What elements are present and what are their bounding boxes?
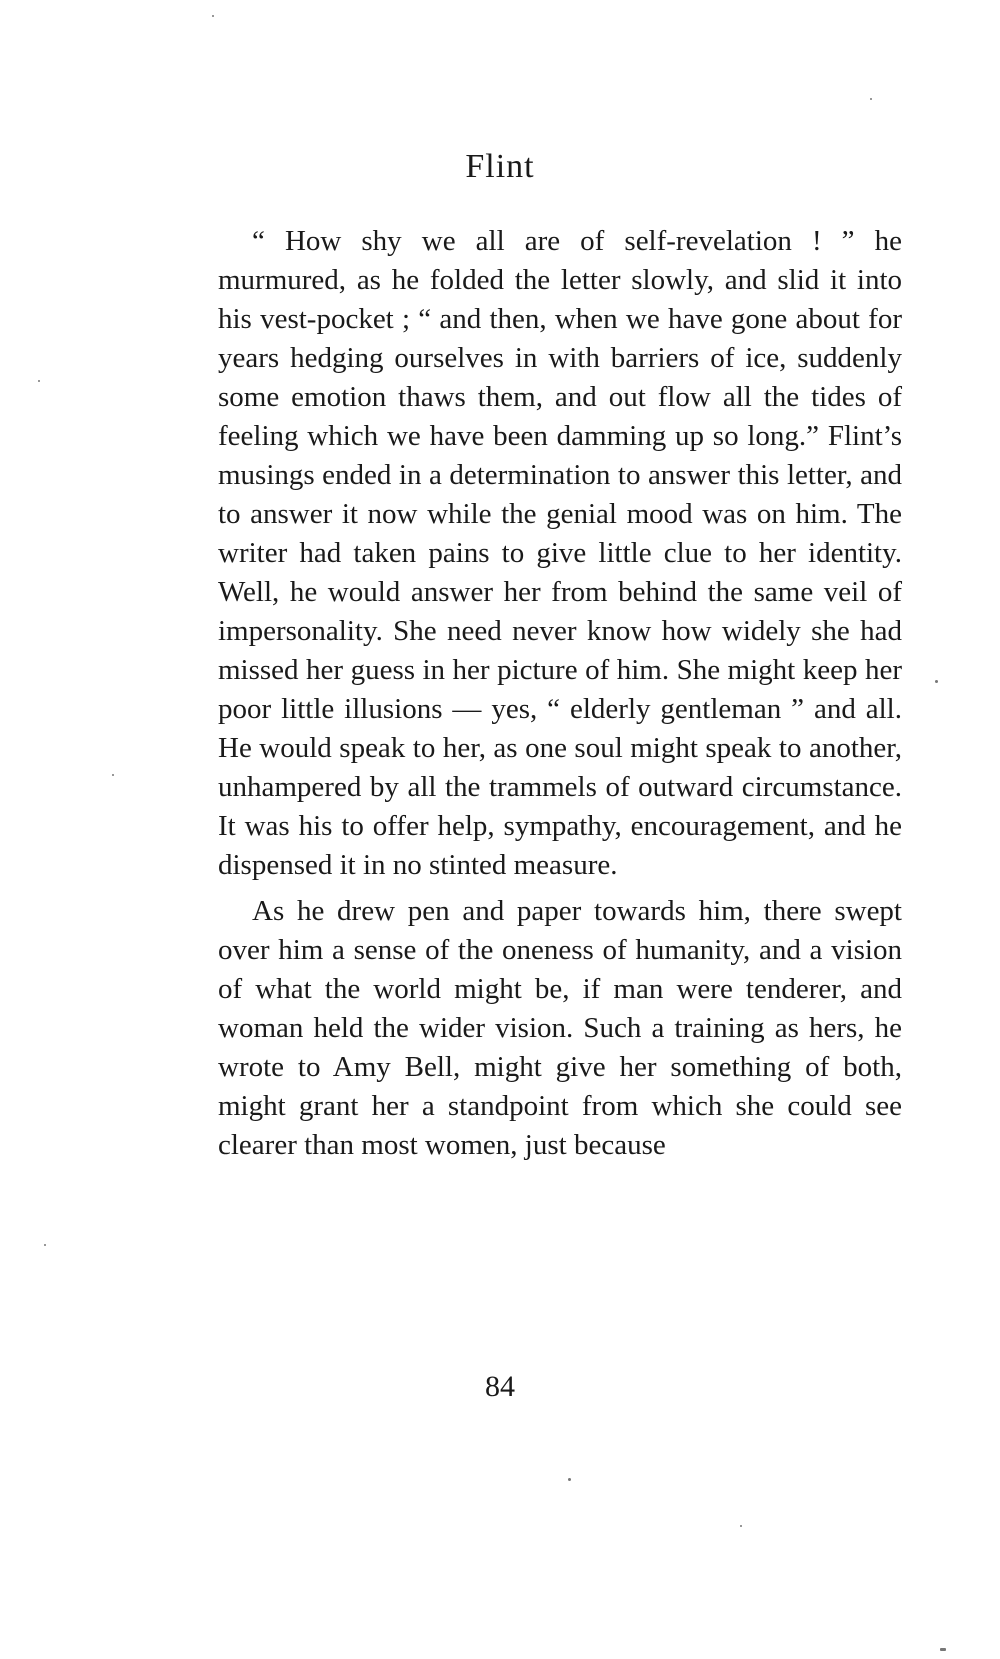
- running-head: Flint: [465, 148, 535, 185]
- page-number: 84: [485, 1370, 515, 1403]
- scan-speck: [870, 98, 872, 100]
- scan-speck: [568, 1478, 571, 1481]
- paragraph-2: As he drew pen and paper towards him, there swept over him a sense of the oneness of humanity, and a vision of what the world might be, if man were tenderer, and woman held the wider vision. Such a training as hers, he wrote to Amy Bell, might give her something of both, might grant her a standpoint from which she could see clearer than most women, just because: [218, 895, 902, 1161]
- scan-speck: [212, 15, 214, 17]
- scan-speck: [935, 680, 938, 683]
- scan-speck: [740, 1525, 742, 1527]
- paragraph-1: “ How shy we all are of self-revelation ! ” he murmured, as he folded the letter slowly, and slid it into his vest-pocket ; “ and then, when we have gone about for years hedging ourselves in with barriers of ice, suddenly some emotion thaws them, and out flow all the tides of feeling which we have been damming up so long.” Flint’s musings ended in a determination to answer this letter, and to answer it now while the genial mood was on him. The writer had taken pains to give little clue to her identity. Well, he would answer her from behind the same veil of impersonality. She need never know how widely she had missed her guess in her picture of him. She might keep her poor little illusions — yes, “ elderly gentleman ” and all. He would speak to her, as one soul might speak to another, unhampered by all the trammels of outward circumstance. It was his to offer help, sympathy, encouragement, and he dispensed it in no stinted measure.: [218, 225, 902, 881]
- scan-speck: [112, 774, 114, 776]
- scan-speck: [940, 1648, 946, 1651]
- scan-speck: [38, 380, 40, 382]
- body-text: [218, 222, 902, 1165]
- scan-speck: [44, 1244, 46, 1246]
